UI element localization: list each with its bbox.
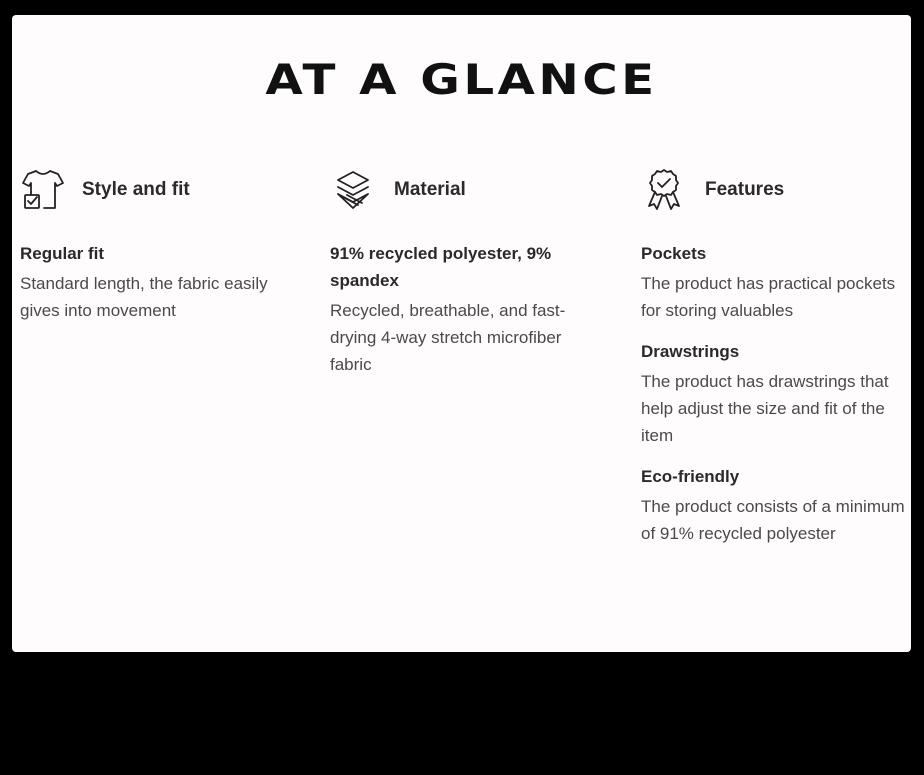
item-list	[641, 240, 911, 547]
award-ribbon-icon	[641, 167, 687, 213]
list-item	[641, 338, 911, 449]
column-features	[641, 167, 911, 561]
item-description: The product consists of a minimum of 91% recycled polyester	[641, 497, 905, 543]
item-title: 91% recycled polyester, 9% spandex	[330, 244, 552, 290]
column-header	[330, 167, 600, 213]
list-item	[641, 463, 911, 547]
item-title: Drawstrings	[641, 342, 740, 361]
item-title: Pockets	[641, 244, 707, 263]
list-item	[330, 240, 600, 378]
column-heading: Features	[705, 179, 785, 200]
column-style-and-fit	[20, 167, 310, 338]
list-item	[20, 240, 310, 324]
item-description: The product has practical pockets for storing valuables	[641, 274, 896, 320]
page-title: AT A GLANCE	[265, 55, 658, 104]
item-description: Recycled, breathable, and fast-drying 4-way stretch microfiber fabric	[330, 301, 566, 374]
column-header	[641, 167, 911, 213]
column-heading: Material	[394, 179, 466, 200]
item-title: Regular fit	[20, 244, 105, 263]
item-title: Eco-friendly	[641, 467, 740, 486]
tshirt-check-icon	[20, 167, 66, 213]
at-a-glance-card	[12, 15, 911, 652]
item-list	[330, 240, 600, 378]
column-header	[20, 167, 310, 213]
item-description: Standard length, the fabric easily gives into movement	[20, 274, 268, 320]
layers-icon	[330, 167, 376, 213]
column-material	[330, 167, 600, 392]
column-heading: Style and fit	[82, 179, 190, 200]
list-item	[641, 240, 911, 324]
item-description: The product has drawstrings that help adjust the size and fit of the item	[641, 372, 889, 445]
item-list	[20, 240, 310, 324]
